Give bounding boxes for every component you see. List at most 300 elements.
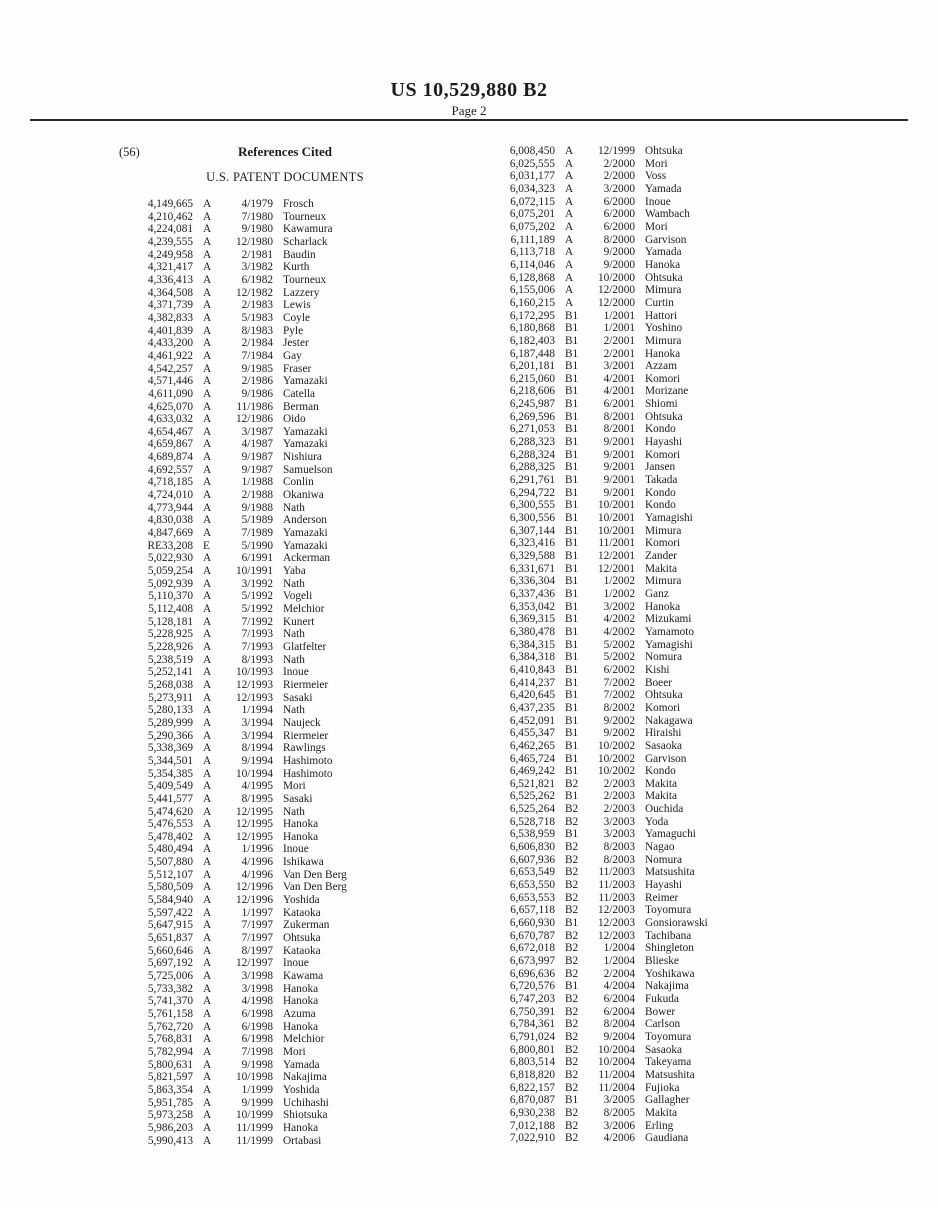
kind-code: B2 bbox=[565, 841, 579, 854]
issue-date: 9/2001 bbox=[603, 474, 635, 487]
inventor-name: Komori bbox=[645, 372, 681, 385]
inventor-name: Nakajima bbox=[283, 1071, 327, 1084]
patent-number: 6,653,549 bbox=[509, 866, 555, 879]
reference-row bbox=[128, 287, 428, 300]
kind-code: A bbox=[203, 932, 212, 945]
us-patent-documents-heading: U.S. PATENT DOCUMENTS bbox=[206, 170, 364, 184]
issue-date: 12/1986 bbox=[235, 413, 273, 426]
issue-date: 4/1979 bbox=[241, 198, 273, 210]
kind-code: A bbox=[203, 438, 212, 451]
reference-row bbox=[128, 666, 428, 679]
kind-code: A bbox=[203, 640, 212, 653]
inventor-name: Makita bbox=[645, 1106, 677, 1119]
issue-date: 8/1995 bbox=[241, 792, 273, 805]
issue-date: 10/2004 bbox=[597, 1056, 635, 1069]
patent-number: 5,761,158 bbox=[147, 1008, 193, 1020]
reference-row bbox=[128, 831, 428, 844]
kind-code: A bbox=[203, 299, 212, 312]
inventor-name: Van Den Berg bbox=[283, 868, 347, 881]
inventor-name: Matsushita bbox=[645, 1068, 695, 1081]
kind-code: A bbox=[203, 324, 212, 337]
issue-date: 11/1999 bbox=[236, 1121, 273, 1134]
inventor-name: Inoue bbox=[645, 195, 671, 208]
reference-row bbox=[490, 373, 790, 386]
reference-row bbox=[128, 489, 428, 502]
patent-number: 6,452,091 bbox=[509, 714, 555, 727]
reference-row bbox=[128, 375, 428, 388]
reference-row bbox=[128, 249, 428, 262]
kind-code: B1 bbox=[565, 980, 579, 993]
issue-date: 10/1999 bbox=[235, 1109, 273, 1122]
page-number-label: Page 2 bbox=[451, 103, 487, 118]
issue-date: 2/1981 bbox=[241, 248, 273, 261]
kind-code: B2 bbox=[565, 1056, 579, 1069]
reference-row bbox=[490, 980, 790, 993]
kind-code: B1 bbox=[565, 701, 579, 714]
patent-number: 4,773,944 bbox=[147, 501, 193, 514]
issue-date: 4/2006 bbox=[603, 1132, 635, 1145]
patent-number: 6,414,237 bbox=[509, 676, 555, 689]
issue-date: 4/2002 bbox=[603, 613, 635, 626]
reference-row bbox=[128, 995, 428, 1008]
inventor-name: Lazzery bbox=[283, 286, 320, 299]
reference-row bbox=[490, 639, 790, 652]
reference-row bbox=[128, 236, 428, 249]
inventor-name: Yoshikawa bbox=[645, 967, 695, 980]
patent-number: 6,025,555 bbox=[509, 157, 555, 170]
patent-number: 6,331,671 bbox=[509, 562, 555, 575]
kind-code: A bbox=[203, 1020, 212, 1033]
kind-code: B1 bbox=[565, 537, 579, 550]
inventor-name: Naujeck bbox=[283, 716, 321, 729]
reference-row bbox=[128, 1033, 428, 1046]
kind-code: A bbox=[203, 337, 212, 350]
reference-row bbox=[490, 423, 790, 436]
issue-date: 11/2003 bbox=[598, 879, 635, 892]
patent-number: 6,800,801 bbox=[509, 1043, 555, 1056]
issue-date: 3/1987 bbox=[241, 425, 273, 438]
reference-row bbox=[490, 284, 790, 297]
reference-row bbox=[128, 1071, 428, 1084]
reference-row bbox=[128, 679, 428, 692]
reference-row bbox=[490, 335, 790, 348]
patent-number: 5,338,369 bbox=[147, 742, 193, 755]
issue-date: 6/2001 bbox=[603, 398, 635, 411]
patent-number: 7,022,910 bbox=[509, 1132, 555, 1145]
reference-row bbox=[490, 512, 790, 525]
issue-date: 2/1983 bbox=[241, 299, 273, 312]
issue-date: 6/1998 bbox=[241, 1033, 273, 1046]
kind-code: B1 bbox=[565, 360, 579, 373]
issue-date: 1/1988 bbox=[241, 476, 273, 489]
issue-date: 7/1998 bbox=[241, 1045, 273, 1058]
kind-code: B1 bbox=[565, 651, 579, 664]
inventor-name: Shingleton bbox=[645, 942, 694, 955]
inventor-name: Lewis bbox=[283, 299, 311, 312]
kind-code: A bbox=[203, 362, 212, 375]
kind-code: A bbox=[203, 1033, 212, 1046]
issue-date: 8/1983 bbox=[241, 324, 273, 337]
issue-date: 3/2000 bbox=[603, 182, 635, 195]
issue-date: 8/2001 bbox=[603, 410, 635, 423]
inventor-name: Yamada bbox=[645, 182, 682, 195]
issue-date: 1/2002 bbox=[603, 575, 635, 588]
inventor-name: Blieske bbox=[645, 955, 679, 967]
reference-row bbox=[128, 540, 428, 553]
patent-number: 6,818,820 bbox=[509, 1068, 555, 1081]
inventor-name: Zander bbox=[645, 550, 677, 562]
patent-number: 4,659,867 bbox=[147, 438, 193, 451]
reference-row bbox=[128, 388, 428, 401]
issue-date: 12/1993 bbox=[235, 691, 273, 704]
issue-date: 5/1983 bbox=[241, 311, 273, 324]
patent-number: 5,290,366 bbox=[147, 729, 193, 742]
kind-code: B2 bbox=[565, 929, 579, 942]
patent-number: 4,830,038 bbox=[147, 514, 193, 527]
inventor-name: Hiraishi bbox=[645, 727, 682, 740]
reference-row bbox=[490, 563, 790, 576]
issue-date: 12/2003 bbox=[597, 917, 635, 930]
issue-date: 3/1998 bbox=[241, 982, 273, 995]
kind-code: A bbox=[203, 413, 212, 426]
inventor-name: Samuelson bbox=[283, 463, 333, 476]
patent-number: 5,273,911 bbox=[148, 691, 193, 704]
patent-number: 6,215,060 bbox=[509, 372, 555, 385]
reference-row bbox=[490, 841, 790, 854]
patent-number: 6,538,959 bbox=[509, 828, 555, 841]
inventor-name: Hanoka bbox=[645, 600, 681, 613]
issue-date: 12/1995 bbox=[235, 805, 273, 818]
issue-date: 12/1997 bbox=[235, 957, 273, 970]
patent-number: 5,280,133 bbox=[147, 704, 193, 717]
issue-date: 7/1980 bbox=[241, 210, 273, 223]
issue-date: 9/1998 bbox=[241, 1058, 273, 1071]
reference-row bbox=[490, 411, 790, 424]
kind-code: B1 bbox=[565, 385, 579, 398]
inventor-name: Yoshida bbox=[283, 1083, 320, 1096]
kind-code: B1 bbox=[565, 474, 579, 487]
kind-code: B2 bbox=[565, 1081, 579, 1094]
reference-row bbox=[128, 869, 428, 882]
issue-date: 5/2002 bbox=[603, 651, 635, 664]
issue-date: 9/1999 bbox=[241, 1096, 273, 1109]
issue-date: 12/1980 bbox=[235, 235, 273, 248]
patent-number: 6,160,215 bbox=[509, 296, 555, 309]
kind-code: A bbox=[565, 182, 574, 195]
patent-number: 4,724,010 bbox=[147, 489, 193, 502]
references-right-column bbox=[490, 145, 790, 1145]
patent-number: 6,380,478 bbox=[509, 625, 555, 638]
issue-date: 2/2004 bbox=[603, 967, 635, 980]
kind-code: A bbox=[203, 1008, 212, 1020]
kind-code: A bbox=[203, 970, 212, 983]
issue-date: 12/1996 bbox=[235, 881, 273, 894]
issue-date: 12/2000 bbox=[597, 296, 635, 309]
patent-number: 6,307,144 bbox=[509, 524, 555, 537]
issue-date: 12/2000 bbox=[597, 284, 635, 297]
reference-row bbox=[128, 565, 428, 578]
inventor-name: Yamagishi bbox=[645, 512, 693, 525]
issue-date: 1/2004 bbox=[603, 955, 635, 967]
inventor-name: Kondo bbox=[645, 499, 676, 512]
inventor-name: Toyomura bbox=[645, 904, 692, 917]
inventor-name: Mimura bbox=[645, 334, 682, 347]
reference-row bbox=[490, 765, 790, 778]
reference-row bbox=[490, 715, 790, 728]
kind-code: B1 bbox=[565, 436, 579, 449]
reference-row bbox=[128, 1135, 428, 1148]
patent-number: 5,697,192 bbox=[147, 957, 193, 970]
patent-number: 6,673,997 bbox=[509, 955, 555, 967]
inventor-name: Kawama bbox=[283, 970, 324, 983]
kind-code: A bbox=[565, 195, 574, 208]
patent-number: 6,750,391 bbox=[509, 1005, 555, 1018]
kind-code: A bbox=[565, 271, 574, 284]
patent-number: 6,075,202 bbox=[509, 220, 555, 233]
kind-code: B1 bbox=[565, 765, 579, 778]
issue-date: 12/1999 bbox=[597, 145, 635, 157]
kind-code: A bbox=[203, 527, 212, 540]
inventor-name: Kurth bbox=[283, 261, 310, 274]
patent-number: 7,012,188 bbox=[509, 1119, 555, 1132]
issue-date: 3/1994 bbox=[241, 716, 273, 729]
inventor-name: Garvison bbox=[645, 233, 687, 246]
kind-code: A bbox=[203, 514, 212, 527]
inventor-name: Zukerman bbox=[283, 919, 330, 932]
issue-date: 2/2003 bbox=[603, 777, 635, 790]
issue-date: 4/2004 bbox=[603, 980, 635, 993]
kind-code: A bbox=[203, 1134, 212, 1147]
issue-date: 7/1997 bbox=[241, 932, 273, 945]
kind-code: A bbox=[203, 273, 212, 286]
issue-date: 8/1994 bbox=[241, 742, 273, 755]
reference-row bbox=[490, 436, 790, 449]
issue-date: 1/1997 bbox=[241, 906, 273, 919]
kind-code: A bbox=[203, 198, 212, 210]
patent-number: 4,336,413 bbox=[147, 273, 193, 286]
kind-code: B1 bbox=[565, 550, 579, 562]
kind-code: A bbox=[203, 894, 212, 907]
patent-number: 5,647,915 bbox=[147, 919, 193, 932]
issue-date: 4/1995 bbox=[241, 780, 273, 793]
inventor-name: Fraser bbox=[283, 362, 312, 375]
patent-number: 5,441,577 bbox=[147, 792, 193, 805]
kind-code: A bbox=[565, 220, 574, 233]
reference-row bbox=[128, 274, 428, 287]
reference-row bbox=[490, 196, 790, 209]
inventor-name: Yoshida bbox=[283, 894, 320, 907]
kind-code: A bbox=[203, 349, 212, 362]
inventor-name: Kondo bbox=[645, 423, 676, 436]
patent-number: 5,741,370 bbox=[147, 995, 193, 1008]
kind-code: A bbox=[203, 375, 212, 388]
patent-number: 5,238,519 bbox=[147, 653, 193, 666]
reference-row bbox=[128, 514, 428, 527]
kind-code: B1 bbox=[565, 461, 579, 474]
inventor-name: Sasaoka bbox=[645, 739, 683, 752]
issue-date: 10/2002 bbox=[597, 765, 635, 778]
reference-row bbox=[490, 588, 790, 601]
inventor-name: Shiotsuka bbox=[283, 1109, 328, 1122]
issue-date: 7/2002 bbox=[603, 676, 635, 689]
reference-row bbox=[128, 616, 428, 629]
patent-number: 4,611,090 bbox=[148, 387, 193, 400]
inventor-name: Carlson bbox=[645, 1018, 681, 1031]
inventor-name: Wambach bbox=[645, 208, 690, 221]
patent-number: 6,784,361 bbox=[509, 1018, 555, 1031]
kind-code: B1 bbox=[565, 512, 579, 525]
patent-number: 6,337,436 bbox=[509, 587, 555, 600]
kind-code: A bbox=[203, 754, 212, 767]
kind-code: B1 bbox=[565, 663, 579, 676]
patent-number: 5,651,837 bbox=[147, 932, 193, 945]
reference-row bbox=[128, 856, 428, 869]
kind-code: B2 bbox=[565, 1043, 579, 1056]
kind-code: B2 bbox=[565, 904, 579, 917]
patent-number: 5,990,413 bbox=[147, 1134, 193, 1147]
issue-date: 6/2000 bbox=[603, 220, 635, 233]
reference-row bbox=[490, 385, 790, 398]
reference-row bbox=[490, 968, 790, 981]
kind-code: A bbox=[203, 311, 212, 324]
reference-row bbox=[128, 717, 428, 730]
kind-code: A bbox=[203, 577, 212, 590]
kind-code: B2 bbox=[565, 891, 579, 904]
inventor-name: Yamazaki bbox=[283, 425, 328, 438]
kind-code: A bbox=[203, 476, 212, 489]
inventor-name: Yamazaki bbox=[283, 438, 328, 451]
inventor-name: Nath bbox=[283, 577, 305, 590]
inventor-name: Gonsiorawski bbox=[645, 917, 708, 930]
patent-number: 6,720,576 bbox=[509, 980, 555, 993]
issue-date: 12/1993 bbox=[235, 678, 273, 691]
issue-date: 8/2003 bbox=[603, 853, 635, 866]
kind-code: A bbox=[565, 208, 574, 221]
kind-code: A bbox=[203, 603, 212, 615]
kind-code: B1 bbox=[565, 309, 579, 322]
kind-code: A bbox=[203, 1071, 212, 1084]
patent-number: 6,271,053 bbox=[509, 423, 555, 436]
kind-code: A bbox=[565, 170, 574, 183]
patent-number: 5,092,939 bbox=[147, 577, 193, 590]
reference-row bbox=[490, 550, 790, 563]
reference-row bbox=[128, 413, 428, 426]
reference-row bbox=[128, 654, 428, 667]
inventor-name: Jester bbox=[283, 337, 309, 350]
patent-number: 5,228,925 bbox=[147, 628, 193, 641]
issue-date: 11/1986 bbox=[236, 400, 273, 413]
inventor-name: Tachibana bbox=[645, 929, 692, 942]
issue-date: 2/2000 bbox=[603, 170, 635, 183]
reference-row bbox=[128, 945, 428, 958]
kind-code: A bbox=[203, 565, 212, 578]
kind-code: B2 bbox=[565, 1018, 579, 1031]
kind-code: A bbox=[203, 906, 212, 919]
issue-date: 4/1987 bbox=[241, 438, 273, 451]
reference-row bbox=[128, 970, 428, 983]
kind-code: A bbox=[203, 451, 212, 464]
inventor-name: Hashimoto bbox=[283, 767, 333, 780]
reference-row bbox=[490, 575, 790, 588]
patent-number: 6,410,843 bbox=[509, 663, 555, 676]
patent-number: 6,384,318 bbox=[509, 651, 555, 664]
inventor-name: Mori bbox=[645, 220, 668, 233]
inventor-name: Sasaoka bbox=[645, 1043, 683, 1056]
reference-row bbox=[128, 603, 428, 616]
issue-date: 6/1982 bbox=[241, 273, 273, 286]
patent-number: 5,474,620 bbox=[147, 805, 193, 818]
issue-date: 1/2001 bbox=[603, 309, 635, 322]
issue-date: 12/1996 bbox=[235, 894, 273, 907]
patent-number: 6,294,722 bbox=[509, 486, 555, 499]
patent-number: 5,951,785 bbox=[147, 1096, 193, 1109]
patent-number: 6,288,324 bbox=[509, 448, 555, 461]
issue-date: 9/1986 bbox=[241, 387, 273, 400]
issue-date: 3/2002 bbox=[603, 600, 635, 613]
patent-number: 6,072,115 bbox=[510, 195, 555, 208]
kind-code: B1 bbox=[565, 714, 579, 727]
inventor-name: Hanoka bbox=[283, 1121, 319, 1134]
patent-number: 6,465,724 bbox=[509, 752, 555, 765]
reference-row bbox=[128, 451, 428, 464]
reference-row bbox=[128, 261, 428, 274]
issue-date: 8/1993 bbox=[241, 653, 273, 666]
inventor-name: Gallagher bbox=[645, 1094, 690, 1107]
reference-row bbox=[490, 297, 790, 310]
issue-date: 9/2001 bbox=[603, 461, 635, 474]
issue-date: 10/2001 bbox=[597, 524, 635, 537]
patent-number: 5,660,646 bbox=[147, 944, 193, 957]
kind-code: A bbox=[203, 590, 212, 603]
patent-number: 4,321,417 bbox=[147, 261, 193, 274]
reference-row bbox=[128, 919, 428, 932]
reference-row bbox=[128, 1109, 428, 1122]
inventor-name: Hanoka bbox=[283, 995, 319, 1008]
issue-date: 1/1999 bbox=[241, 1083, 273, 1096]
kind-code: B1 bbox=[565, 448, 579, 461]
reference-row bbox=[490, 904, 790, 917]
inventor-name: Morizane bbox=[645, 385, 689, 398]
reference-row bbox=[490, 348, 790, 361]
inventor-name: Hanoka bbox=[283, 818, 319, 831]
reference-row bbox=[490, 879, 790, 892]
kind-code: A bbox=[203, 678, 212, 691]
reference-row bbox=[128, 401, 428, 414]
inventor-name: Takada bbox=[645, 474, 678, 487]
kind-code: B1 bbox=[565, 524, 579, 537]
kind-code: B2 bbox=[565, 1068, 579, 1081]
reference-row bbox=[490, 360, 790, 373]
kind-code: A bbox=[203, 995, 212, 1008]
patent-number: 5,059,254 bbox=[147, 565, 193, 578]
references-left-column bbox=[128, 198, 428, 1147]
document-title: US 10,529,880 B2 bbox=[390, 79, 548, 101]
issue-date: 9/2001 bbox=[603, 448, 635, 461]
inventor-name: Yamaguchi bbox=[645, 828, 696, 841]
reference-row bbox=[128, 1021, 428, 1034]
reference-row bbox=[128, 590, 428, 603]
kind-code: B1 bbox=[565, 625, 579, 638]
inventor-name: Nakajima bbox=[645, 980, 689, 993]
issue-date: 9/2000 bbox=[603, 258, 635, 271]
inventor-name: Nath bbox=[283, 628, 305, 641]
issue-date: 11/2004 bbox=[598, 1068, 635, 1081]
issue-date: 9/2000 bbox=[603, 246, 635, 259]
issue-date: 3/1982 bbox=[241, 261, 273, 274]
reference-row bbox=[490, 740, 790, 753]
inventor-name: Rawlings bbox=[283, 742, 326, 755]
issue-date: 11/2003 bbox=[598, 866, 635, 879]
